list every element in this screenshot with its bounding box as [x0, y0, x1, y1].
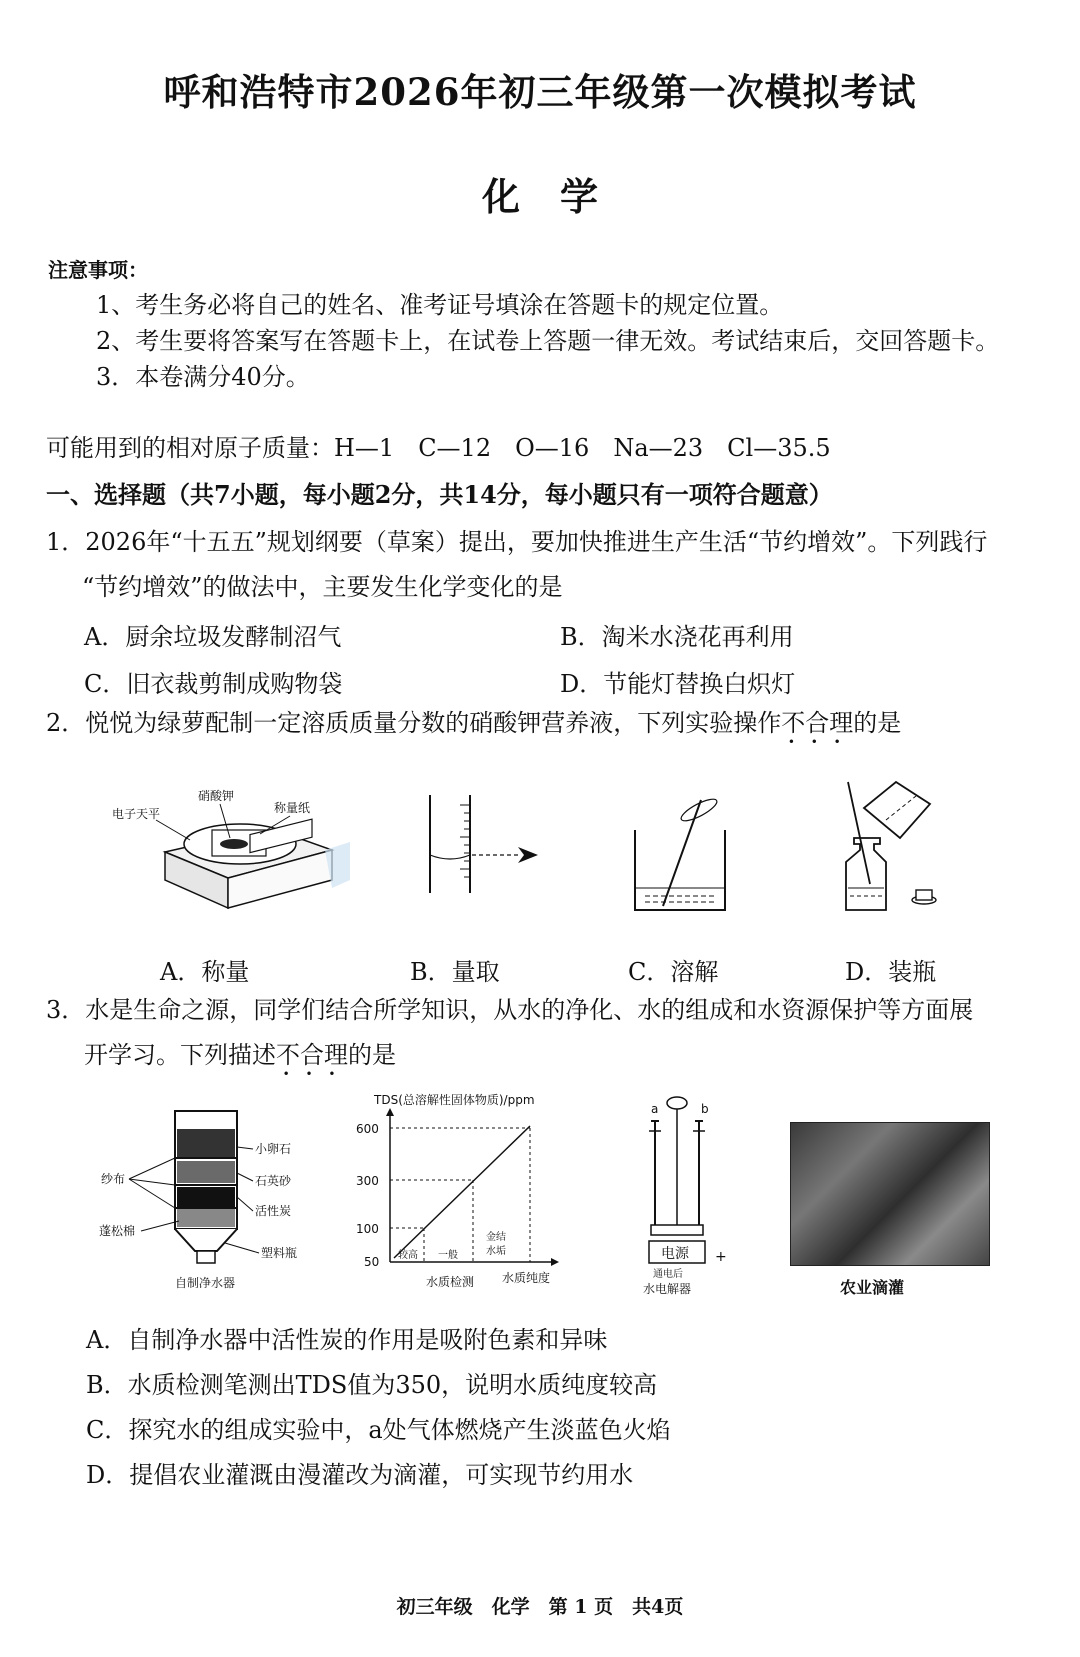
electrode-b-label: b [701, 1102, 709, 1116]
tds-title: TDS(总溶解性固体物质)/ppm [374, 1093, 535, 1107]
q2-caption-b[interactable]: B．量取 [410, 958, 500, 986]
electrolyzer-figure [625, 1075, 745, 1305]
paper-label: 称量纸 [274, 801, 311, 815]
electrolyzer-caption: 水电解器 [643, 1282, 692, 1296]
tds-caption: 水质检测 [426, 1275, 475, 1289]
q3-stem-before: 开学习。下列描述 [84, 1041, 276, 1069]
q1-option-b[interactable]: B．淘米水浇花再利用 [560, 623, 794, 651]
q1-stem-line2: “节约增效”的做法中，主要发生化学变化的是 [82, 573, 563, 601]
tds-zone: 一般 [438, 1250, 458, 1261]
beaker-stir-figure [625, 780, 735, 915]
q2-stem-after: 的是 [853, 709, 902, 737]
note-item: 2、考生要将答案写在答题卡上，在试卷上答题一律无效。考试结束后，交回答题卡。 [96, 327, 1000, 355]
pebble-label: 小卵石 [255, 1142, 292, 1156]
q3-option-c[interactable]: C．探究水的组成实验中，a处气体燃烧产生淡蓝色火焰 [86, 1416, 671, 1444]
tds-zone: 金结 [486, 1232, 506, 1243]
purifier-caption: 自制净水器 [175, 1276, 236, 1290]
q3-stem-emphasis: 不合理 • • • [276, 1041, 348, 1069]
note-item: 1、考生务必将自己的姓名、准考证号填涂在答题卡的规定位置。 [96, 291, 784, 319]
carbon-label: 活性炭 [255, 1204, 292, 1218]
tds-zone: 较高 [398, 1250, 418, 1261]
balance-label: 电子天平 [112, 807, 161, 821]
farm-photo [790, 1122, 990, 1266]
note-item: 3．本卷满分40分。 [96, 363, 310, 391]
page-footer: 初三年级 化学 第 1 页 共4页 [396, 1596, 684, 1618]
q3-option-d[interactable]: D．提倡农业灌溉由漫灌改为滴灌，可实现节约用水 [86, 1461, 634, 1489]
exam-title: 呼和浩特市2026年初三年级第一次模拟考试 [163, 70, 917, 114]
bottling-figure [840, 780, 950, 915]
atomic-masses: 可能用到的相对原子质量：H—1 C—12 O—16 Na—23 Cl—35.5 [46, 434, 831, 462]
q1-option-a[interactable]: A．厨余垃圾发酵制沼气 [84, 623, 342, 651]
purifier-figure [95, 1105, 325, 1295]
section-heading: 一、选择题（共7小题，每小题2分，共14分，每小题只有一项符合题意） [46, 480, 833, 509]
plus-label: + [715, 1249, 727, 1265]
q2-caption-d[interactable]: D．装瓶 [845, 958, 937, 986]
gauze-label: 纱布 [101, 1172, 126, 1186]
tds-tick: 100 [356, 1222, 379, 1236]
cotton-label: 蓬松棉 [99, 1224, 136, 1238]
tds-tick: 50 [364, 1255, 380, 1269]
tds-xlabel: 水质纯度 [502, 1271, 551, 1285]
tds-tick: 600 [356, 1122, 379, 1136]
farm-caption: 农业滴灌 [840, 1278, 905, 1297]
kno3-label: 硝酸钾 [198, 789, 235, 803]
power-label: 电源 [661, 1246, 689, 1262]
quartz-label: 石英砂 [255, 1174, 292, 1188]
tds-tick: 300 [356, 1174, 379, 1188]
cylinder-figure [420, 795, 550, 915]
subject-title: 化学 [481, 174, 638, 219]
q2-caption-c[interactable]: C．溶解 [628, 958, 719, 986]
q2-stem-before: 2．悦悦为绿萝配制一定溶质质量分数的硝酸钾营养液，下列实验操作 [46, 709, 782, 737]
q3-option-a[interactable]: A．自制净水器中活性炭的作用是吸附色素和异味 [86, 1326, 608, 1354]
q2-caption-a[interactable]: A．称量 [160, 958, 250, 986]
electrode-a-label: a [651, 1102, 659, 1116]
q2-stem [46, 708, 901, 738]
balance-figure [100, 780, 350, 920]
q2-stem-emphasis: 不合理 • • • [781, 709, 853, 737]
notes-heading: 注意事项： [48, 258, 148, 282]
q1-stem-line1: 1．2026年“十五五”规划纲要（草案）提出，要加快推进生产生活“节约增效”。下列践行 [46, 528, 988, 556]
q1-option-d[interactable]: D．节能灯替换白炽灯 [560, 670, 796, 698]
q3-stem-line1: 3．水是生命之源，同学们结合所学知识，从水的净化、水的组成和水资源保护等方面展 [46, 996, 974, 1024]
tds-chart [350, 1090, 600, 1305]
q3-stem-after: 的是 [348, 1041, 396, 1069]
tds-zone: 水垢 [486, 1246, 506, 1257]
q3-stem-line2 [84, 1040, 396, 1070]
q3-option-b[interactable]: B．水质检测笔测出TDS值为350，说明水质纯度较高 [86, 1371, 658, 1399]
bottle-label: 塑料瓶 [261, 1246, 298, 1260]
electrolyzer-note: 通电后 [653, 1269, 683, 1280]
q1-option-c[interactable]: C．旧衣裁剪制成购物袋 [84, 670, 343, 698]
